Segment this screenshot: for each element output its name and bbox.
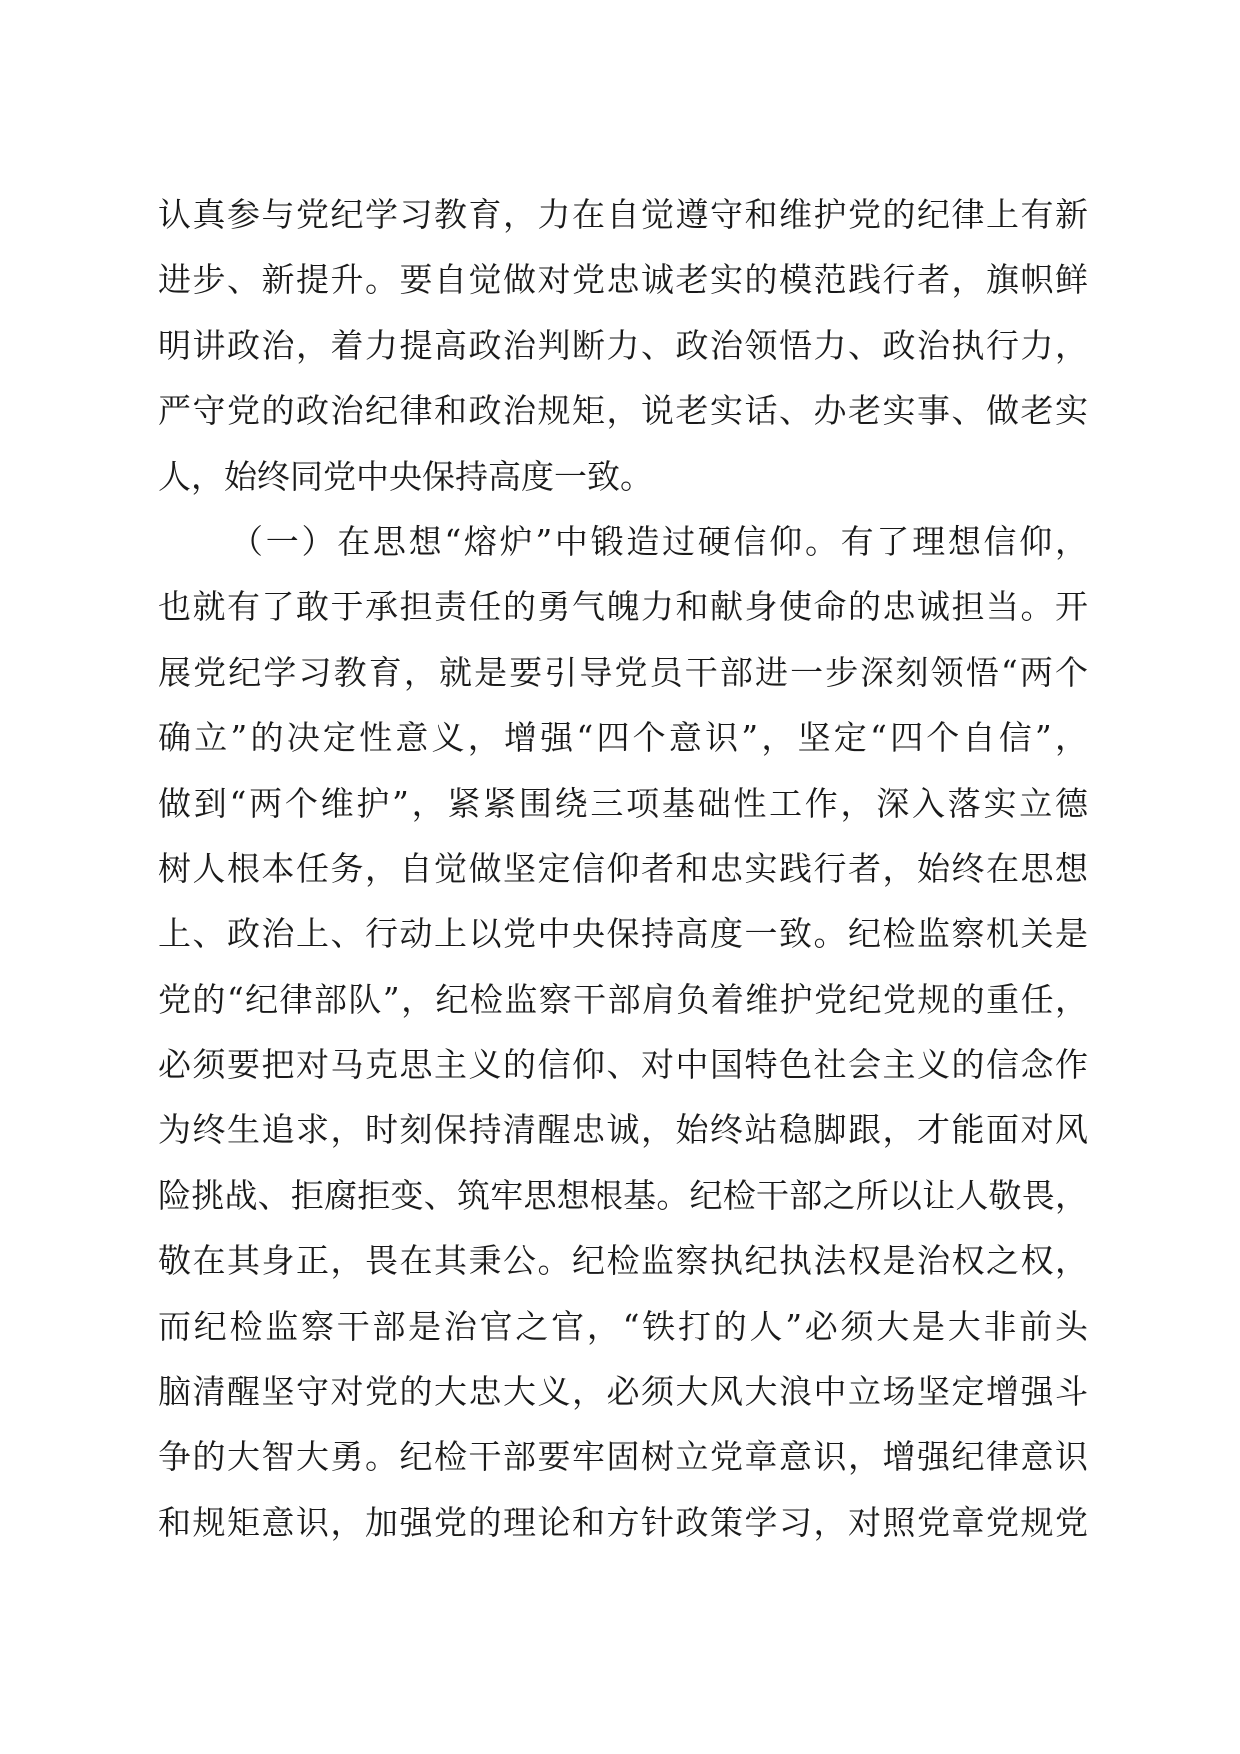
text-line: 必须要把对马克思主义的信仰、对中国特色社会主义的信念作 bbox=[158, 1045, 1088, 1085]
text-line: 认真参与党纪学习教育，力在自觉遵守和维护党的纪律上有新 bbox=[158, 195, 1088, 234]
text-line: 树人根本任务，自觉做坚定信仰者和忠实践行者，始终在思想 bbox=[158, 848, 1088, 888]
text-line: 展党纪学习教育，就是要引导党员干部进一步深刻领悟“两个 bbox=[158, 652, 1088, 692]
text-line: 进步、新提升。要自觉做对党忠诚老实的模范践行者，旗帜鲜 bbox=[158, 260, 1088, 300]
text-line: 严守党的政治纪律和政治规矩，说老实话、办老实事、做老实 bbox=[158, 391, 1088, 431]
text-line: 为终生追求，时刻保持清醒忠诚，始终站稳脚跟，才能面对风 bbox=[158, 1110, 1088, 1150]
text-line: 上、政治上、行动上以党中央保持高度一致。纪检监察机关是 bbox=[158, 914, 1088, 954]
text-line: 敬在其身正，畏在其秉公。纪检监察执纪执法权是治权之权， bbox=[158, 1241, 1088, 1281]
text-line: 脑清醒坚守对党的大忠大义，必须大风大浪中立场坚定增强斗 bbox=[158, 1372, 1088, 1412]
text-line: 争的大智大勇。纪检干部要牢固树立党章意识，增强纪律意识 bbox=[158, 1437, 1088, 1477]
text-line: 党的“纪律部队”，纪检监察干部肩负着维护党纪党规的重任， bbox=[158, 979, 1088, 1019]
body-text bbox=[158, 182, 1088, 1555]
text-line: 险挑战、拒腐拒变、筑牢思想根基。纪检干部之所以让人敬畏， bbox=[158, 1175, 1088, 1215]
text-line: 明讲政治，着力提高政治判断力、政治领悟力、政治执行力， bbox=[158, 325, 1088, 365]
text-line: 和规矩意识，加强党的理论和方针政策学习，对照党章党规党 bbox=[158, 1502, 1088, 1542]
section-heading-line: （一）在思想“熔炉”中锻造过硬信仰。有了理想信仰， bbox=[230, 521, 1088, 561]
text-line: 做到“两个维护”，紧紧围绕三项基础性工作，深入落实立德 bbox=[158, 783, 1088, 823]
text-line: 人，始终同党中央保持高度一致。 bbox=[158, 456, 653, 496]
text-line: 而纪检监察干部是治官之官，“铁打的人”必须大是大非前头 bbox=[158, 1306, 1088, 1346]
text-line: 确立”的决定性意义，增强“四个意识”，坚定“四个自信”， bbox=[158, 718, 1088, 758]
text-line: 也就有了敢于承担责任的勇气魄力和献身使命的忠诚担当。开 bbox=[158, 587, 1088, 627]
